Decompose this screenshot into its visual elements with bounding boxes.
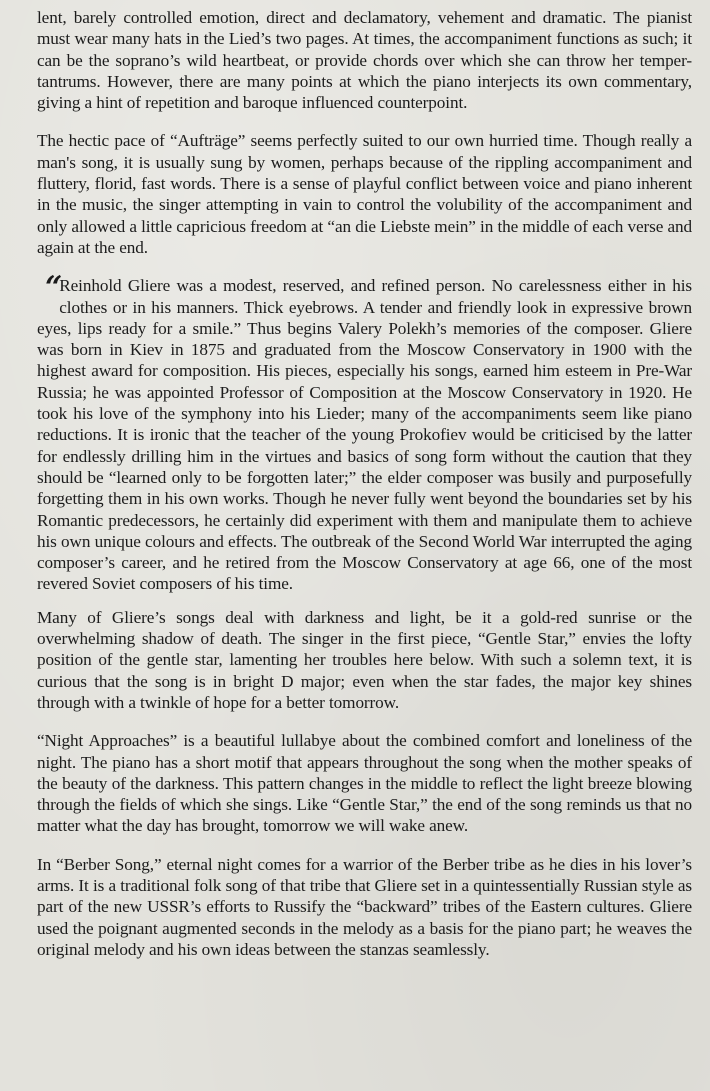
document-body bbox=[37, 7, 692, 977]
biography-text: memories of the composer. Gliere was born in Kiev in 1875 and graduated from the Moscow Conservatory in 1900 with the highest award for composition. His pieces, especially his songs, earned him esteem in Pre-War Russia; he was appointed Professor of Composition at the Moscow Conservatory in 1920. He took his love of the symphony into his Lieder; many of the accompaniments seem like piano reductions. It is ironic that the teacher of the young Prokofiev would be criticised by the latter for endlessly drilling him in the virtues and basics of song form without the caution that they should be “learned only to be forgotten later;” the elder composer was busily and purposefully forgetting them in his own works. Though he never fully went beyond the boundaries set by his Romantic predecessors, he certainly did experiment with them and manipulate them to achieve his own unique colours and effects. The outbreak of the Second World War interrupted the aging composer’s career, and he retired from the Moscow Conservatory at age 66, one of the most revered Soviet composers of his time. bbox=[37, 318, 692, 594]
paragraph-night-approaches: “Night Approaches” is a beautiful lullabye about the combined comfort and loneliness of the night. The piano has a short motif that appears throughout the song when the mother speaks of the beauty of the darkness. This pattern changes in the middle to reflect the light breeze blowing through the fields of which she sings. Like “Gentle Star,” the end of the song reminds us that no matter what the day has brought, tomorrow we will wake anew. bbox=[37, 731, 692, 836]
paragraph-gentle-star: Many of Gliere’s songs deal with darkness and light, be it a gold-red sunrise or the overwhelming shadow of death. The singer in the first piece, “Gentle Star,” envies the lofty position of the gentle star, lamenting her troubles here below. With such a solemn text, it is curious that the song is in bright D major; even when the star fades, the major key shines through with a twinkle of hope for a better tomorrow. bbox=[37, 607, 692, 712]
paragraph-berber-song: In “Berber Song,” eternal night comes for a warrior of the Berber tribe as he dies in his lover’s arms. It is a traditional folk song of that tribe that Gliere set in a quintessentially Russian style as part of the new USSR’s efforts to Russify the “backward” tribes of the Eastern cultures. Gliere used the poignant augmented seconds in the melody as a basis for the piano part; he weaves the original melody and his own ideas between the stanzas seamlessly. bbox=[37, 854, 692, 959]
paragraph-auftrage: The hectic pace of “Aufträge” seems perfectly suited to our own hurried time. Though really a man's song, it is usually sung by women, perhaps because of the rippling accompaniment and fluttery, florid, fast words. There is a sense of playful conflict between voice and piano inherent in the music, the singer attempting in vain to control the volubility of the accompaniment and only allowed a little capricious freedom at “an die Liebste mein” in the middle of each verse and again at the end. bbox=[37, 131, 692, 257]
paragraph-gliere-biography bbox=[37, 270, 692, 594]
paragraph-lied-accompaniment: lent, barely controlled emotion, direct and declamatory, vehement and dramatic. The pianist must wear many hats in the Lied’s two pages. At times, the accompaniment functions as such; it can be the soprano’s wild heartbeat, or provide chords over which she can throw her temper-tantrums. However, there are many points at which the piano interjects its own commentary, giving a hint of repetition and baroque influenced counterpoint. bbox=[37, 8, 692, 113]
opening-quote-mark: “ bbox=[45, 270, 57, 306]
quote-lead-text: Reinhold Gliere was a modest, reserved, and refined person. No carelessness either in his clothes or in his manners. Thick eyebrows. A tender and friendly look in expressive brown eyes, lips ready for a smile.” Thus begins Valery Polekh’s bbox=[37, 276, 692, 338]
